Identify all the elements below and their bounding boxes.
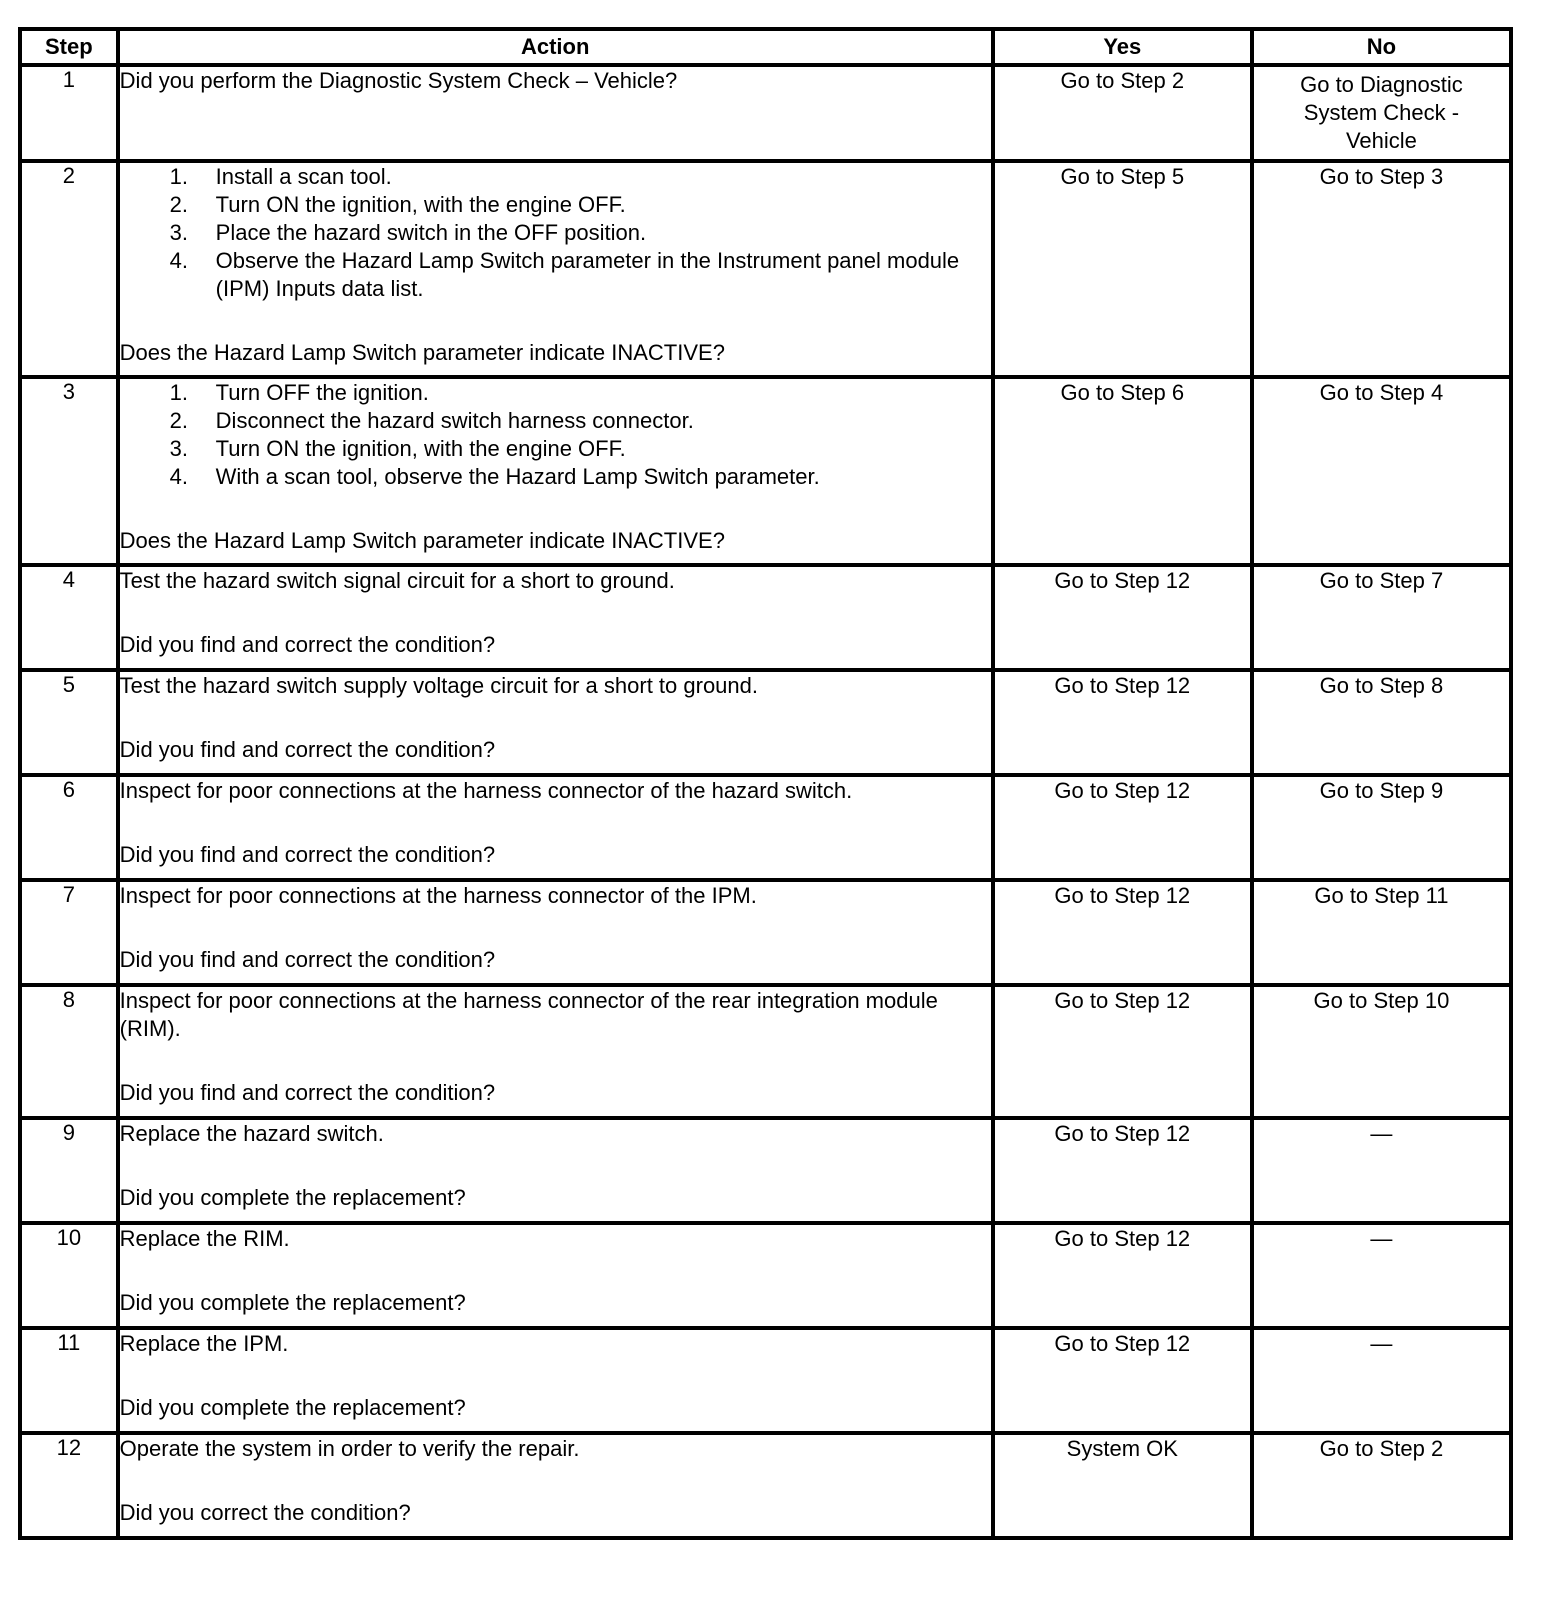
action-question: Did you find and correct the condition? (119, 632, 496, 657)
table-row (20, 1223, 1511, 1328)
action-question: Did you find and correct the condition? (119, 842, 496, 867)
no-link[interactable] (1252, 65, 1511, 161)
table-row (20, 1433, 1511, 1538)
header-action: Action (118, 29, 993, 65)
table-row (20, 377, 1511, 565)
step-number: 8 (20, 985, 118, 1118)
table-row (20, 65, 1511, 161)
substep (170, 379, 991, 407)
step-number: 3 (20, 377, 118, 565)
action-text (118, 1433, 993, 1538)
substep-text: Observe the Hazard Lamp Switch parameter in the Instrument panel module (IPM) Inputs data list. (215, 248, 960, 301)
no-link[interactable]: Go to Step 10 (1252, 985, 1511, 1118)
substep-text: With a scan tool, observe the Hazard Lamp Switch parameter. (215, 464, 820, 489)
substep-number: 1. (169, 380, 189, 405)
no-dash: — (1252, 1328, 1511, 1433)
yes-link[interactable]: Go to Step 2 (993, 65, 1252, 161)
header-row (20, 29, 1511, 65)
yes-link[interactable]: System OK (993, 1433, 1252, 1538)
action-instruction: Operate the system in order to verify the repair. (119, 1436, 580, 1461)
action-instruction: Replace the hazard switch. (119, 1121, 384, 1146)
action-text (118, 161, 993, 377)
action-question: Did you find and correct the condition? (119, 1080, 496, 1105)
substep-number: 4. (169, 248, 189, 273)
diagnostic-table (18, 27, 1513, 1540)
no-link[interactable]: Go to Step 11 (1252, 880, 1511, 985)
action-instruction: Test the hazard switch signal circuit for a short to ground. (119, 568, 675, 593)
table-row (20, 565, 1511, 670)
no-link[interactable]: Go to Step 2 (1252, 1433, 1511, 1538)
substep (170, 407, 991, 435)
no-link-line: Go to Diagnostic (1300, 72, 1463, 97)
step-number: 11 (20, 1328, 118, 1433)
substep (170, 219, 991, 247)
action-text (118, 1118, 993, 1223)
substep-text: Turn ON the ignition, with the engine OFF. (215, 192, 626, 217)
yes-link[interactable]: Go to Step 12 (993, 1328, 1252, 1433)
action-instruction: Test the hazard switch supply voltage circuit for a short to ground. (119, 673, 758, 698)
yes-link[interactable]: Go to Step 12 (993, 985, 1252, 1118)
yes-link[interactable]: Go to Step 12 (993, 775, 1252, 880)
action-text (118, 670, 993, 775)
action-text (118, 377, 993, 565)
step-number: 4 (20, 565, 118, 670)
step-number: 9 (20, 1118, 118, 1223)
yes-link[interactable]: Go to Step 6 (993, 377, 1252, 565)
no-link-line: System Check - (1303, 100, 1460, 125)
step-number: 7 (20, 880, 118, 985)
substep-list (120, 163, 991, 303)
substep-text: Disconnect the hazard switch harness connector. (215, 408, 694, 433)
action-text (118, 65, 993, 161)
no-link[interactable]: Go to Step 3 (1252, 161, 1511, 377)
yes-link[interactable]: Go to Step 12 (993, 880, 1252, 985)
step-number: 2 (20, 161, 118, 377)
action-question: Did you complete the replacement? (119, 1290, 466, 1315)
substep (170, 463, 991, 491)
table-row (20, 161, 1511, 377)
substep-number: 3. (169, 220, 189, 245)
substep-list (120, 379, 991, 491)
action-question: Did you find and correct the condition? (119, 737, 496, 762)
step-number: 12 (20, 1433, 118, 1538)
step-number: 6 (20, 775, 118, 880)
no-link[interactable]: Go to Step 8 (1252, 670, 1511, 775)
substep-text: Turn OFF the ignition. (215, 380, 429, 405)
substep-number: 2. (169, 408, 189, 433)
action-instruction: Inspect for poor connections at the harness connector of the hazard switch. (119, 778, 853, 803)
table-row (20, 1118, 1511, 1223)
step-number: 10 (20, 1223, 118, 1328)
no-link[interactable]: Go to Step 7 (1252, 565, 1511, 670)
substep-number: 3. (169, 436, 189, 461)
action-instruction: Replace the IPM. (119, 1331, 289, 1356)
action-question: Did you correct the condition? (119, 1500, 411, 1525)
yes-link[interactable]: Go to Step 12 (993, 1118, 1252, 1223)
table-row (20, 670, 1511, 775)
substep-number: 1. (169, 164, 189, 189)
action-text (118, 1328, 993, 1433)
table-row (20, 880, 1511, 985)
header-step: Step (20, 29, 118, 65)
action-question: Did you complete the replacement? (119, 1395, 466, 1420)
substep-text: Place the hazard switch in the OFF position. (215, 220, 647, 245)
action-text (118, 1223, 993, 1328)
action-text (118, 775, 993, 880)
substep-text: Turn ON the ignition, with the engine OFF. (215, 436, 626, 461)
substep (170, 247, 991, 303)
no-dash: — (1252, 1118, 1511, 1223)
table-row (20, 985, 1511, 1118)
no-link-line: Vehicle (1345, 128, 1417, 153)
action-question: Did you find and correct the condition? (119, 947, 496, 972)
yes-link[interactable]: Go to Step 12 (993, 1223, 1252, 1328)
substep (170, 163, 991, 191)
substep-number: 4. (169, 464, 189, 489)
action-instruction: Inspect for poor connections at the harness connector of the IPM. (119, 883, 757, 908)
header-no: No (1252, 29, 1511, 65)
yes-link[interactable]: Go to Step 5 (993, 161, 1252, 377)
no-link[interactable]: Go to Step 9 (1252, 775, 1511, 880)
substep (170, 435, 991, 463)
action-instruction: Replace the RIM. (119, 1226, 290, 1251)
action-text (118, 565, 993, 670)
yes-link[interactable]: Go to Step 12 (993, 565, 1252, 670)
action-text (118, 985, 993, 1118)
substep-text: Install a scan tool. (215, 164, 392, 189)
action-text (118, 880, 993, 985)
table-row (20, 1328, 1511, 1433)
action-instruction: Inspect for poor connections at the harness connector of the rear integration module (RIM). (119, 988, 938, 1041)
substep-number: 2. (169, 192, 189, 217)
no-dash: — (1252, 1223, 1511, 1328)
no-link[interactable]: Go to Step 4 (1252, 377, 1511, 565)
table-row (20, 775, 1511, 880)
action-question: Does the Hazard Lamp Switch parameter indicate INACTIVE? (119, 340, 725, 365)
action-question: Did you perform the Diagnostic System Check – Vehicle? (119, 68, 678, 93)
header-yes: Yes (993, 29, 1252, 65)
step-number: 1 (20, 65, 118, 161)
substep (170, 191, 991, 219)
step-number: 5 (20, 670, 118, 775)
yes-link[interactable]: Go to Step 12 (993, 670, 1252, 775)
action-question: Does the Hazard Lamp Switch parameter indicate INACTIVE? (119, 528, 725, 553)
action-question: Did you complete the replacement? (119, 1185, 466, 1210)
